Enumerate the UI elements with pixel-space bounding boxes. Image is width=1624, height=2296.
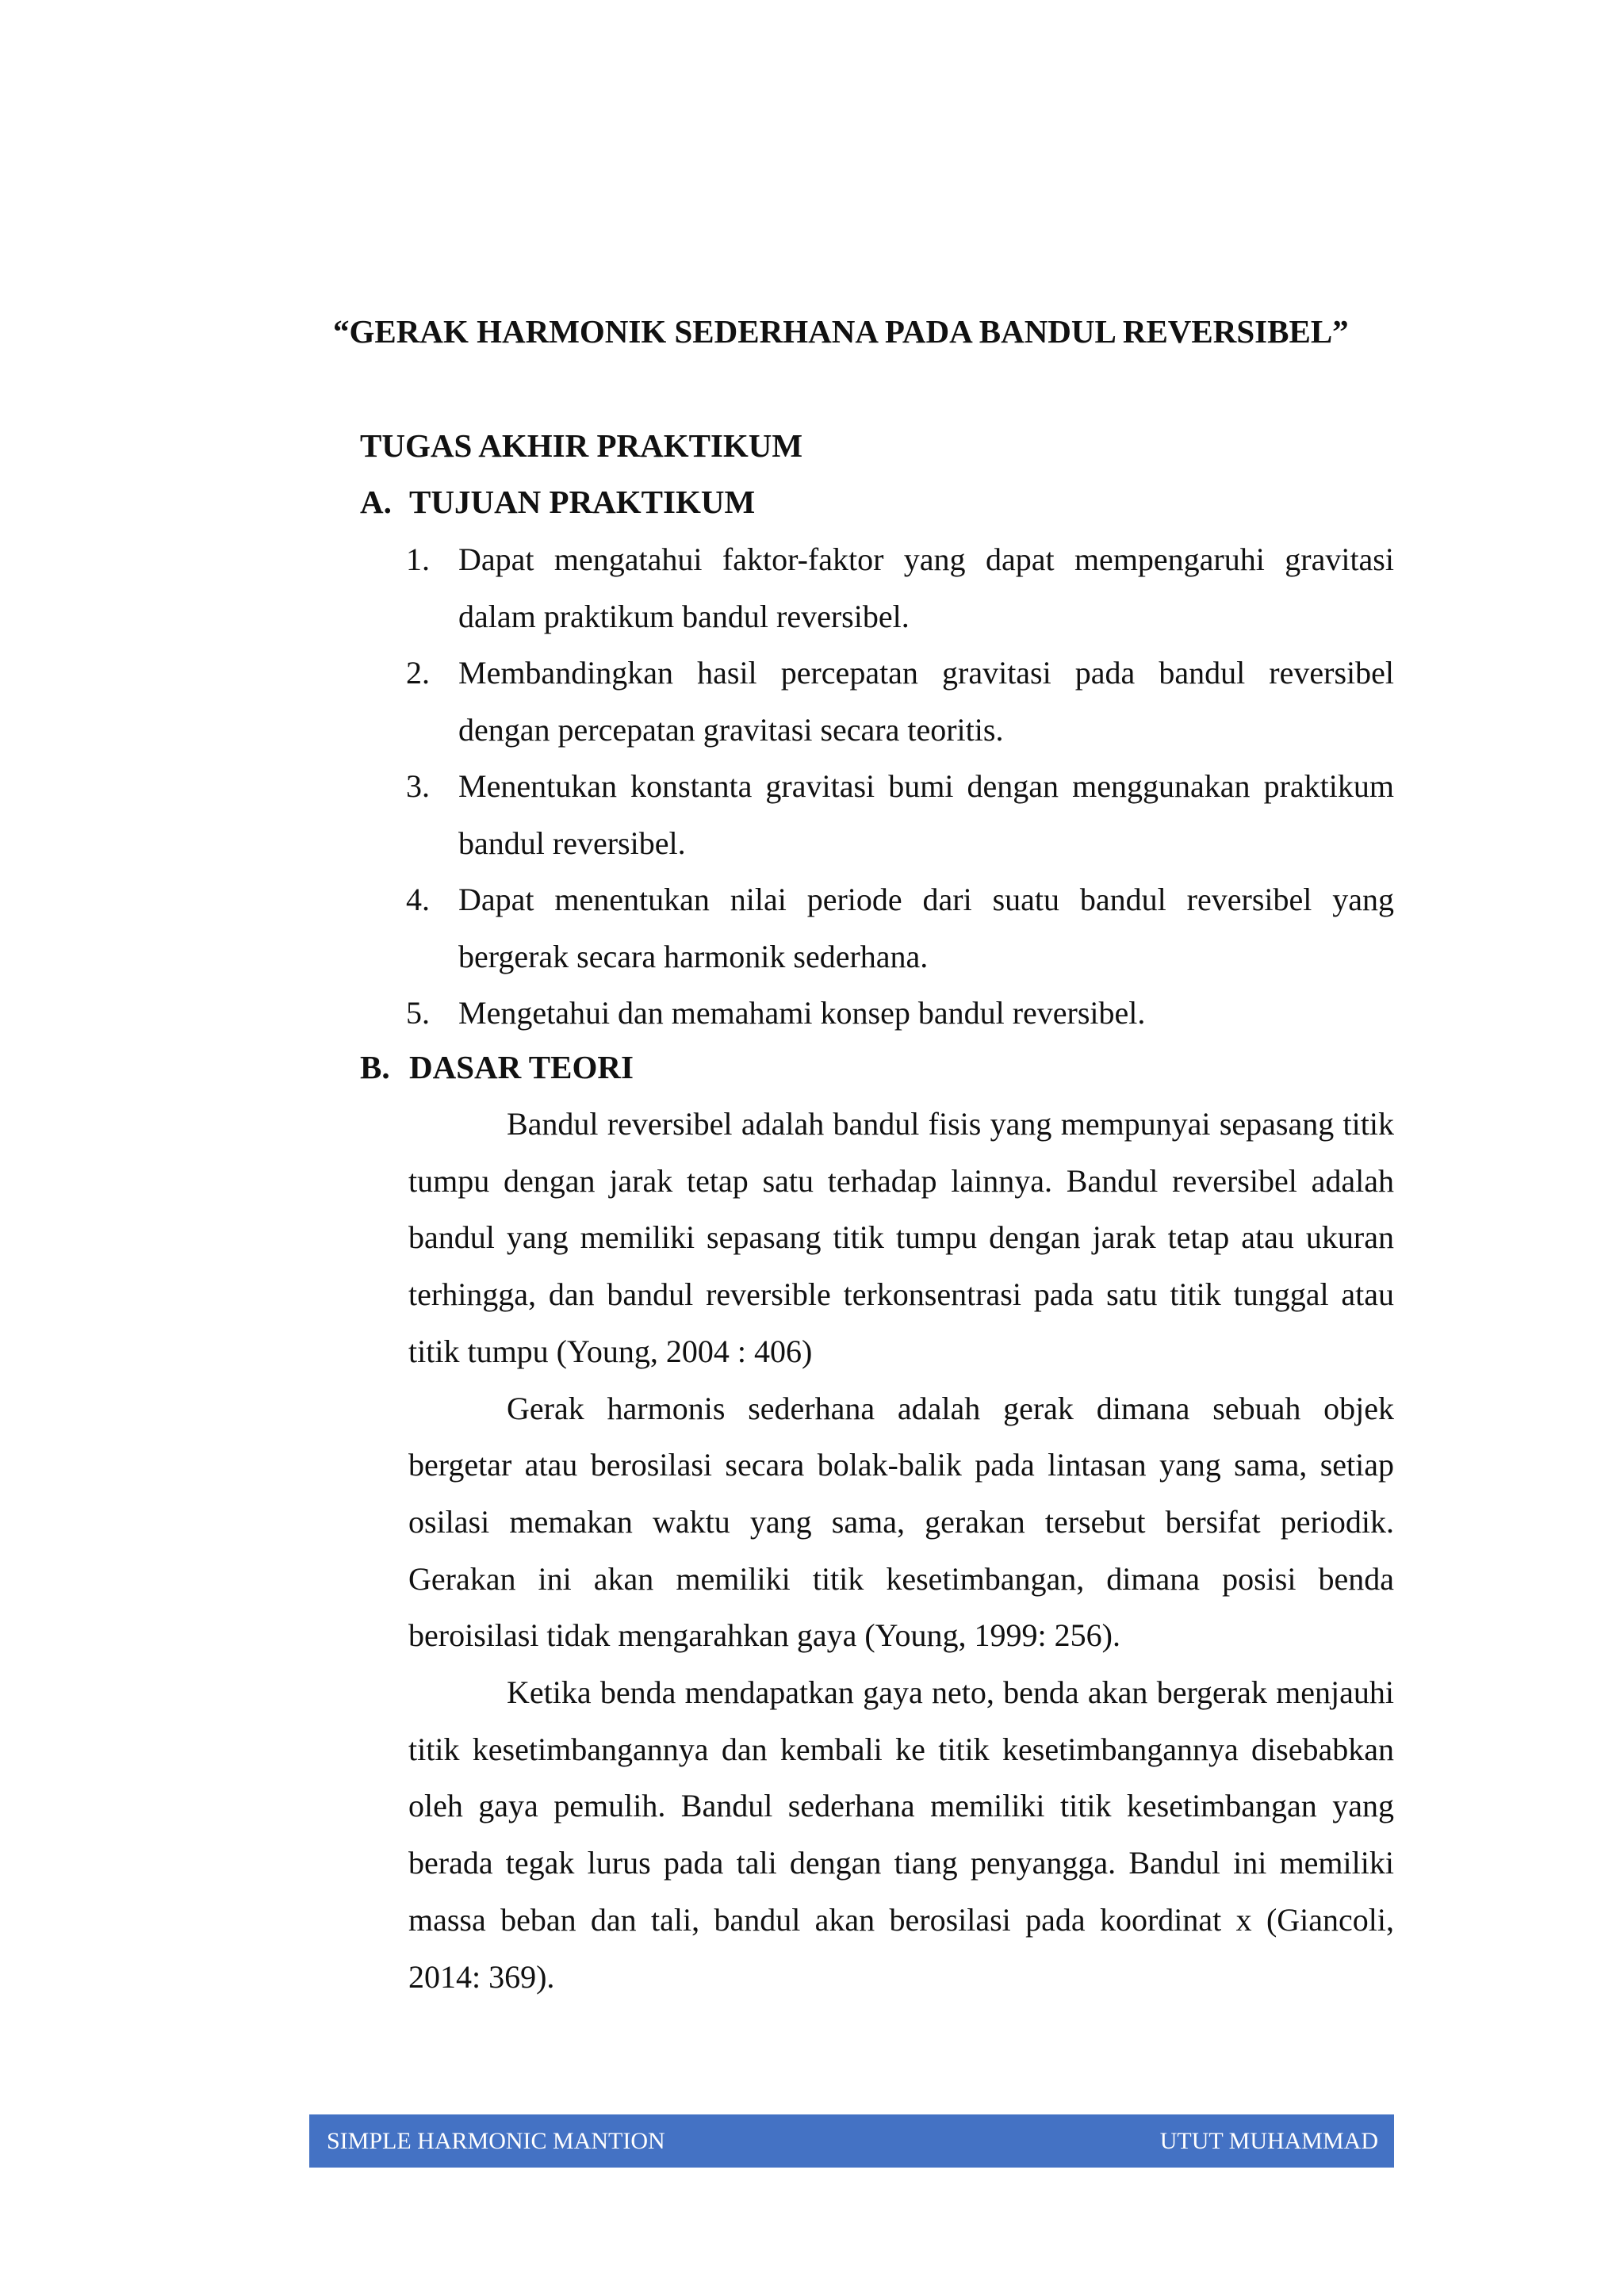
list-item-number: 1. [406, 541, 430, 577]
section-a-letter: A. [360, 484, 392, 520]
list-item-number: 4. [406, 882, 430, 917]
list-item-text: Mengetahui dan memahami konsep bandul reversibel. [458, 995, 1146, 1031]
section-a-title: TUJUAN PRAKTIKUM [409, 484, 756, 520]
footer-left-text: SIMPLE HARMONIC MANTION [327, 2127, 665, 2154]
section-b-letter: B. [360, 1049, 390, 1085]
subtitle: TUGAS AKHIR PRAKTIKUM [360, 427, 803, 464]
theory-body [408, 1096, 1394, 2005]
list-item [406, 531, 1394, 645]
list-item [406, 985, 1394, 1042]
list-item [406, 871, 1394, 985]
paragraph: Ketika benda mendapatkan gaya neto, benda akan bergerak menjauhi titik kesetimbangannya dan kembali ke titik kesetimbangannya disebabkan oleh gaya pemulih. Bandul sederhana memiliki titik kesetimbangan yang berada tegak lurus pada tali dengan tiang penyangga. Bandul ini memiliki massa beban dan tali, bandul akan berosilasi pada koordinat x (Giancoli, 2014: 369). [408, 1674, 1394, 1995]
objectives-list [406, 531, 1394, 1042]
footer-right-text: UTUT MUHAMMAD [1159, 2127, 1378, 2154]
list-item [406, 758, 1394, 871]
section-b-title: DASAR TEORI [409, 1049, 634, 1085]
list-item-text: Menentukan konstanta gravitasi bumi dengan menggunakan praktikum bandul reversibel. [458, 768, 1394, 861]
paragraph: Gerak harmonis sederhana adalah gerak dimana sebuah objek bergetar atau berosilasi secara bolak-balik pada lintasan yang sama, setiap osilasi memakan waktu yang sama, gerakan tersebut bersifat periodik. Gerakan ini akan memiliki titik kesetimbangan, dimana posisi benda beroisilasi tidak mengarahkan gaya (Young, 1999: 256). [408, 1390, 1394, 1654]
footer-bar [309, 2114, 1394, 2168]
section-a-heading [360, 481, 755, 522]
list-item-text: Membandingkan hasil percepatan gravitasi pada bandul reversibel dengan percepatan gravitasi secara teoritis. [458, 655, 1394, 748]
list-item-number: 5. [406, 995, 430, 1031]
list-item-number: 3. [406, 768, 430, 804]
paragraph: Bandul reversibel adalah bandul fisis yang mempunyai sepasang titik tumpu dengan jarak tetap satu terhadap lainnya. Bandul reversibel adalah bandul yang memiliki sepasang titik tumpu dengan jarak tetap atau ukuran terhingga, dan bandul reversible terkonsentrasi pada satu titik tunggal atau titik tumpu (Young, 2004 : 406) [408, 1106, 1394, 1369]
list-item-text: Dapat mengatahui faktor-faktor yang dapat mempengaruhi gravitasi dalam praktikum bandul reversibel. [458, 541, 1394, 634]
list-item-number: 2. [406, 655, 430, 691]
section-b-heading [360, 1047, 634, 1088]
document-title: “GERAK HARMONIK SEDERHANA PADA BANDUL REVERSIBEL” [333, 313, 1349, 350]
list-item [406, 645, 1394, 758]
list-item-text: Dapat menentukan nilai periode dari suatu bandul reversibel yang bergerak secara harmonik sederhana. [458, 882, 1394, 974]
